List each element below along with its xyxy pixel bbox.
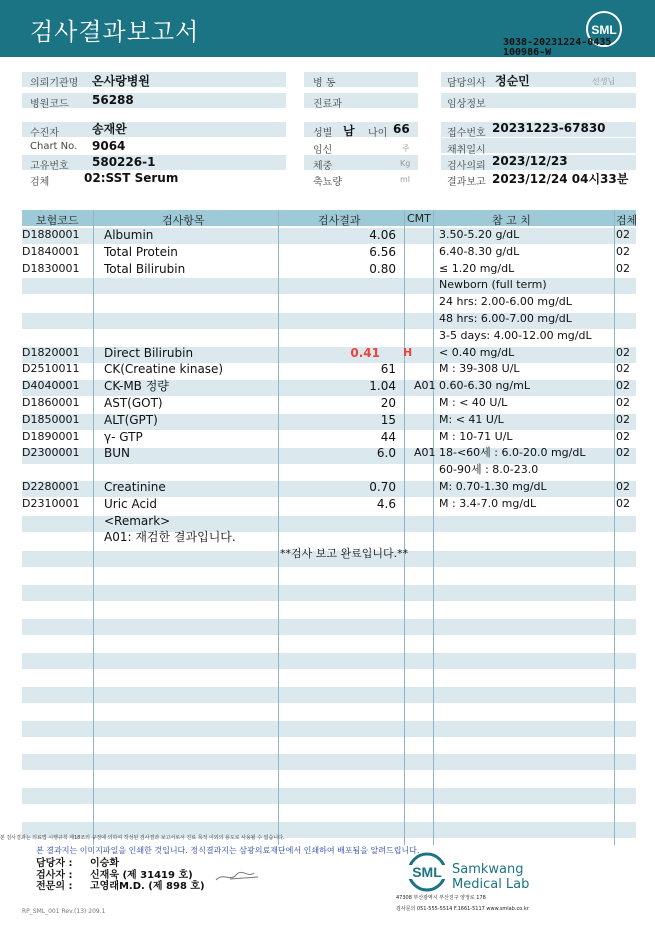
- result-value: 0.80: [369, 262, 396, 276]
- result-value: 4.06: [369, 228, 396, 242]
- specimen-code: 02: [616, 379, 630, 392]
- result-code: D2310001: [22, 497, 80, 510]
- table-row-band: [22, 721, 636, 737]
- table-row-band: [22, 585, 636, 601]
- table-row-band: [22, 788, 636, 804]
- hospital-label: 의뢰기관명: [30, 78, 79, 89]
- reference-range: 24 hrs: 2.00-6.00 mg/dL: [439, 295, 572, 308]
- staff3-label: 전문의 :: [36, 881, 73, 892]
- weight-label: 체중: [313, 161, 333, 172]
- test-name: AST(GOT): [104, 396, 163, 410]
- col-header-result: 검사결과: [318, 214, 361, 227]
- doctor-label: 담당의사: [447, 78, 486, 89]
- document-number-line1: 3038-20231224-0435: [503, 37, 612, 48]
- result-code: D1850001: [22, 413, 80, 426]
- document-number-line2: 100986-W: [503, 47, 552, 58]
- receipt-label: 접수번호: [447, 128, 486, 139]
- reference-range: ≤ 1.20 mg/dL: [439, 262, 515, 275]
- sml-footer-logo-text: SML: [412, 864, 442, 880]
- staff3-name: 고영래M.D. (제 898 호): [90, 881, 205, 892]
- sml-footer-logo: [404, 852, 450, 892]
- result-value: 4.6: [376, 497, 396, 511]
- address-line2: 검사문의 051-555-5514 F.1661-5117 www.smlab.co.kr: [396, 906, 529, 912]
- test-name: Total Bilirubin: [104, 262, 186, 276]
- result-code: D1860001: [22, 396, 80, 409]
- dept-label: 진료과: [313, 99, 342, 110]
- result-value: 0.41: [350, 346, 380, 360]
- test-name: <Remark>: [104, 514, 171, 528]
- lab-address: [396, 893, 529, 915]
- reference-range: 3.50-5.20 g/dL: [439, 228, 520, 241]
- clinical-label: 임상정보: [447, 99, 486, 110]
- ward-label: 병 동: [313, 78, 336, 89]
- reference-range: 3-5 days: 4.00-12.00 mg/dL: [439, 329, 592, 342]
- table-row-band: [22, 754, 636, 770]
- table-row-band: [22, 619, 636, 635]
- column-divider: [433, 210, 434, 845]
- staff1-name: 이승화: [90, 858, 119, 869]
- reference-range: 6.40-8.30 g/dL: [439, 245, 520, 258]
- col-header-item: 검사항목: [162, 214, 205, 227]
- reference-range: M : 39-308 U/L: [439, 362, 520, 375]
- brand-line1: Samkwang: [452, 862, 524, 877]
- chart-label: Chart No.: [30, 141, 78, 152]
- column-divider: [278, 210, 279, 845]
- receipt-value: 20231223-67830: [492, 121, 606, 135]
- reference-range: M: 0.70-1.30 mg/dL: [439, 480, 547, 493]
- hospital-code-value: 56288: [92, 93, 134, 107]
- result-code: D2300001: [22, 446, 80, 459]
- urine-unit: ml: [400, 175, 411, 184]
- test-name: CK(Creatine kinase): [104, 362, 224, 376]
- doctor-signature: [214, 868, 262, 884]
- specimen-code: 02: [616, 346, 630, 359]
- patient-label: 수진자: [30, 128, 59, 139]
- patient-value: 송재완: [92, 122, 127, 136]
- hospital-value: 온사랑병원: [92, 74, 150, 88]
- test-name: A01: 재검한 결과입니다.: [104, 530, 236, 544]
- test-name: CK-MB 정량: [104, 379, 169, 393]
- info-band: [22, 122, 286, 137]
- weight-unit: Kg: [400, 159, 411, 168]
- test-name: BUN: [104, 446, 130, 460]
- result-value: 61: [380, 362, 396, 376]
- report-time-value: 2023/12/24 04시33분: [492, 172, 629, 186]
- reference-range: 48 hrs: 6.00-7.00 mg/dL: [439, 312, 572, 325]
- specimen-code: 02: [616, 362, 630, 375]
- specimen-code: 02: [616, 262, 630, 275]
- result-value: 44: [380, 430, 396, 444]
- age-label: 나이: [368, 128, 388, 139]
- chart-value: 9064: [92, 139, 126, 153]
- hospital-code-label: 병원코드: [30, 99, 69, 110]
- pregnancy-label: 임신: [313, 145, 333, 156]
- sex-value: 남: [343, 124, 355, 138]
- sex-label: 성별: [313, 128, 333, 139]
- col-header-code: 보험코드: [36, 214, 79, 227]
- staff1-label: 담당자 :: [36, 858, 73, 869]
- staff2-name: 신재욱 (제 31419 호): [90, 870, 193, 881]
- test-name: Total Protein: [104, 245, 178, 259]
- specimen-code: 02: [616, 480, 630, 493]
- reference-range: M : 10-71 U/L: [439, 430, 513, 443]
- id-value: 580226-1: [92, 155, 156, 169]
- specimen-code: 02: [616, 228, 630, 241]
- result-value: 1.04: [369, 379, 396, 393]
- test-name: Creatinine: [104, 480, 166, 494]
- test-name: Albumin: [104, 228, 154, 242]
- specimen-code: 02: [616, 446, 630, 459]
- reference-range: 18-<60세 : 6.0-20.0 mg/dL: [439, 446, 586, 459]
- report-time-label: 결과보고: [447, 177, 486, 188]
- result-code: D1840001: [22, 245, 80, 258]
- result-value: 6.0: [376, 446, 396, 460]
- test-name: ALT(GPT): [104, 413, 158, 427]
- table-row-band: [22, 653, 636, 669]
- document-number: [503, 38, 611, 58]
- high-flag: H: [403, 346, 413, 359]
- result-value: 15: [380, 413, 396, 427]
- column-divider: [404, 210, 405, 845]
- address-line1: 47308 부산광역시 부산진구 양정로 178: [396, 895, 486, 901]
- specimen-code: 02: [616, 497, 630, 510]
- print-notice: 본 결과지는 이미지파일을 인쇄한 것입니다. 정식결과지는 삼광의료재단에서 인쇄하여 배포됨을 알려드립니다.: [36, 846, 420, 855]
- result-code: D1830001: [22, 262, 80, 275]
- test-name: γ- GTP: [104, 430, 143, 444]
- result-code: D1820001: [22, 346, 80, 359]
- id-label: 고유번호: [30, 161, 69, 172]
- comment-code: A01: [414, 379, 436, 392]
- col-header-specimen: 검체: [616, 214, 638, 227]
- specimen-code: 02: [616, 245, 630, 258]
- result-value: 6.56: [369, 245, 396, 259]
- comment-code: A01: [414, 446, 436, 459]
- reference-range: M: < 41 U/L: [439, 413, 504, 426]
- pregnancy-unit: 주: [402, 144, 410, 153]
- specimen-value: 02:SST Serum: [84, 171, 179, 185]
- result-code: D4040001: [22, 379, 80, 392]
- result-code: D2280001: [22, 480, 80, 493]
- specimen-code: 02: [616, 413, 630, 426]
- col-header-cmt: CMT: [407, 212, 431, 225]
- reference-range: 0.60-6.30 ng/mL: [439, 379, 530, 392]
- specimen-label: 검체: [30, 177, 50, 188]
- report-complete-message: **검사 보고 완료입니다.**: [280, 547, 409, 560]
- column-divider: [93, 210, 94, 845]
- result-code: D1890001: [22, 430, 80, 443]
- test-name: Uric Acid: [104, 497, 158, 511]
- reference-range: Newborn (full term): [439, 278, 547, 291]
- specimen-code: 02: [616, 430, 630, 443]
- request-value: 2023/12/23: [492, 154, 568, 168]
- doctor-value: 정순민: [495, 74, 530, 88]
- result-value: 0.70: [369, 480, 396, 494]
- sml-logo-text: SML: [591, 23, 617, 37]
- reference-range: M : 3.4-7.0 mg/dL: [439, 497, 537, 510]
- brand-line2: Medical Lab: [452, 877, 530, 892]
- table-row-band: [22, 687, 636, 703]
- col-header-reference: 참 고 치: [492, 214, 531, 227]
- request-label: 검사의뢰: [447, 161, 486, 172]
- form-revision: RP_SML_001 Rev.(13) 209.1: [22, 908, 106, 915]
- legal-note: 본 검사결과는 의료법 시행규칙 제18조의 규정에 의하여 작성된 검사결과 보고서로서 진료 목적 이외의 용도로 사용될 수 없습니다.: [0, 835, 285, 841]
- result-code: D1880001: [22, 228, 80, 241]
- report-title: 검사결과보고서: [30, 18, 200, 46]
- column-divider: [614, 210, 615, 845]
- specimen-code: 02: [616, 396, 630, 409]
- urine-label: 축뇨량: [313, 177, 342, 188]
- staff2-label: 검사자 :: [36, 870, 73, 881]
- age-value: 66: [393, 122, 410, 136]
- reference-range: M : < 40 U/L: [439, 396, 508, 409]
- collect-label: 채취일시: [447, 145, 486, 156]
- result-value: 20: [380, 396, 396, 410]
- brand-name: [452, 862, 529, 892]
- reference-range: 60-90세 : 8.0-23.0: [439, 463, 539, 476]
- doctor-suffix: 선생님: [592, 77, 616, 86]
- test-name: Direct Bilirubin: [104, 346, 194, 360]
- reference-range: < 0.40 mg/dL: [439, 346, 515, 359]
- result-code: D2510011: [22, 362, 80, 375]
